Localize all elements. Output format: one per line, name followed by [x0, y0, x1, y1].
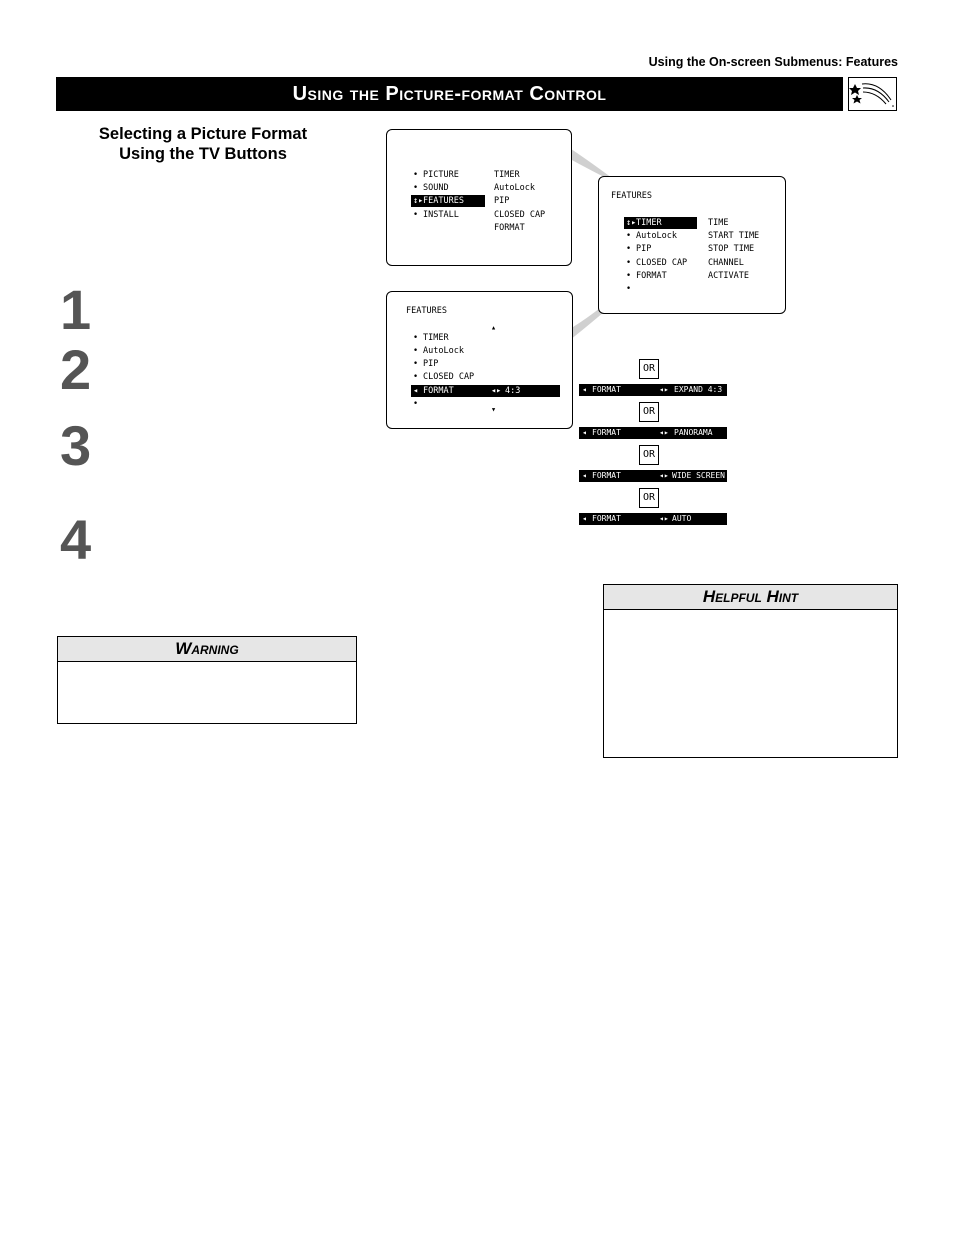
submenu-item: ACTIVATE	[708, 271, 749, 281]
format-label: FORMAT	[592, 428, 621, 437]
screen-title: FEATURES	[406, 306, 447, 316]
or-label: OR	[639, 488, 659, 508]
hint-title: Helpful Hint	[604, 585, 897, 610]
leftright-arrow-icon: ◂▸	[659, 471, 669, 480]
submenu-item: TIME	[708, 218, 729, 228]
helpful-hint-box	[603, 584, 898, 758]
down-arrow-icon: ▾	[491, 405, 497, 415]
subheading-line-1: Selecting a Picture Format	[98, 125, 308, 143]
left-arrow-icon: ◂	[582, 428, 587, 437]
left-arrow-icon: ◂	[413, 386, 419, 396]
submenu-item: PIP	[494, 196, 510, 206]
format-label: FORMAT	[592, 514, 621, 523]
menu-item[interactable]: • CLOSED CAP	[423, 371, 474, 383]
step-number: 1	[60, 278, 92, 341]
left-arrow-icon: ◂	[582, 385, 587, 394]
menu-item[interactable]: • TIMER	[423, 332, 449, 344]
running-head: Using the On-screen Submenus: Features	[648, 55, 898, 69]
or-label: OR	[639, 359, 659, 379]
warning-box	[57, 636, 357, 724]
menu-item[interactable]: • SOUND	[423, 182, 449, 194]
tv-screen-features-format	[386, 291, 573, 429]
menu-item[interactable]: • AutoLock	[423, 345, 464, 357]
menu-item-label: FEATURES	[423, 196, 464, 206]
menu-item[interactable]: • PIP	[423, 358, 438, 370]
format-value: WIDE SCREEN	[672, 471, 725, 480]
leftright-arrow-icon: ◂▸	[659, 428, 669, 437]
left-arrow-icon: ◂	[582, 471, 587, 480]
submenu-item: START TIME	[708, 231, 760, 241]
format-value: EXPAND 4:3	[674, 385, 723, 394]
tv-screen-features-timer	[598, 176, 786, 314]
tv-screen-main-menu	[386, 129, 572, 266]
step-number: 3	[60, 414, 92, 477]
screen-title: FEATURES	[611, 191, 652, 201]
step-number: 4	[60, 508, 92, 571]
warning-title: Warning	[58, 637, 356, 662]
step-number: 2	[60, 338, 92, 401]
format-value: PANORAMA	[674, 428, 713, 437]
or-label: OR	[639, 402, 659, 422]
format-option-bar	[579, 470, 727, 482]
leftright-arrow-icon: ◂▸	[659, 514, 669, 523]
menu-item-selected[interactable]	[411, 385, 560, 397]
menu-item-label: FORMAT	[423, 386, 454, 396]
leftright-arrow-icon: ◂▸	[659, 385, 669, 394]
menu-item[interactable]: • PICTURE	[423, 169, 459, 181]
format-value: 4:3	[505, 386, 521, 396]
submenu-item: FORMAT	[494, 223, 525, 233]
stars-icon	[848, 77, 897, 111]
format-option-bar	[579, 513, 727, 525]
leftright-arrow-icon: ◂▸	[491, 386, 502, 396]
format-option-bar	[579, 427, 727, 439]
submenu-item: CLOSED CAP	[494, 210, 546, 220]
or-label: OR	[639, 445, 659, 465]
menu-item-selected[interactable]	[624, 217, 697, 229]
menu-item-selected[interactable]	[411, 195, 485, 207]
left-arrow-icon: ◂	[582, 514, 587, 523]
menu-item[interactable]: • PIP	[636, 243, 651, 255]
format-value: AUTO	[672, 514, 692, 523]
submenu-item: TIMER	[494, 170, 520, 180]
menu-item[interactable]: • AutoLock	[636, 230, 677, 242]
menu-item-label: TIMER	[636, 218, 662, 228]
page-title	[56, 77, 843, 111]
menu-item[interactable]: • CLOSED CAP	[636, 257, 687, 269]
format-label: FORMAT	[592, 471, 621, 480]
updown-arrow-icon: ↕▸	[626, 218, 637, 228]
submenu-item: AutoLock	[494, 183, 535, 193]
submenu-item: STOP TIME	[708, 244, 755, 254]
format-option-bar	[579, 384, 727, 396]
subheading-line-2: Using the TV Buttons	[119, 145, 287, 163]
up-arrow-icon: ▴	[491, 323, 497, 333]
menu-item[interactable]: • INSTALL	[423, 209, 459, 221]
section-subheading	[60, 124, 346, 164]
page-title-text: Using the Picture-format Control	[292, 83, 607, 105]
submenu-item: CHANNEL	[708, 258, 744, 268]
format-label: FORMAT	[592, 385, 621, 394]
menu-item[interactable]: • FORMAT	[636, 270, 667, 282]
updown-arrow-icon: ↕▸	[413, 196, 424, 206]
